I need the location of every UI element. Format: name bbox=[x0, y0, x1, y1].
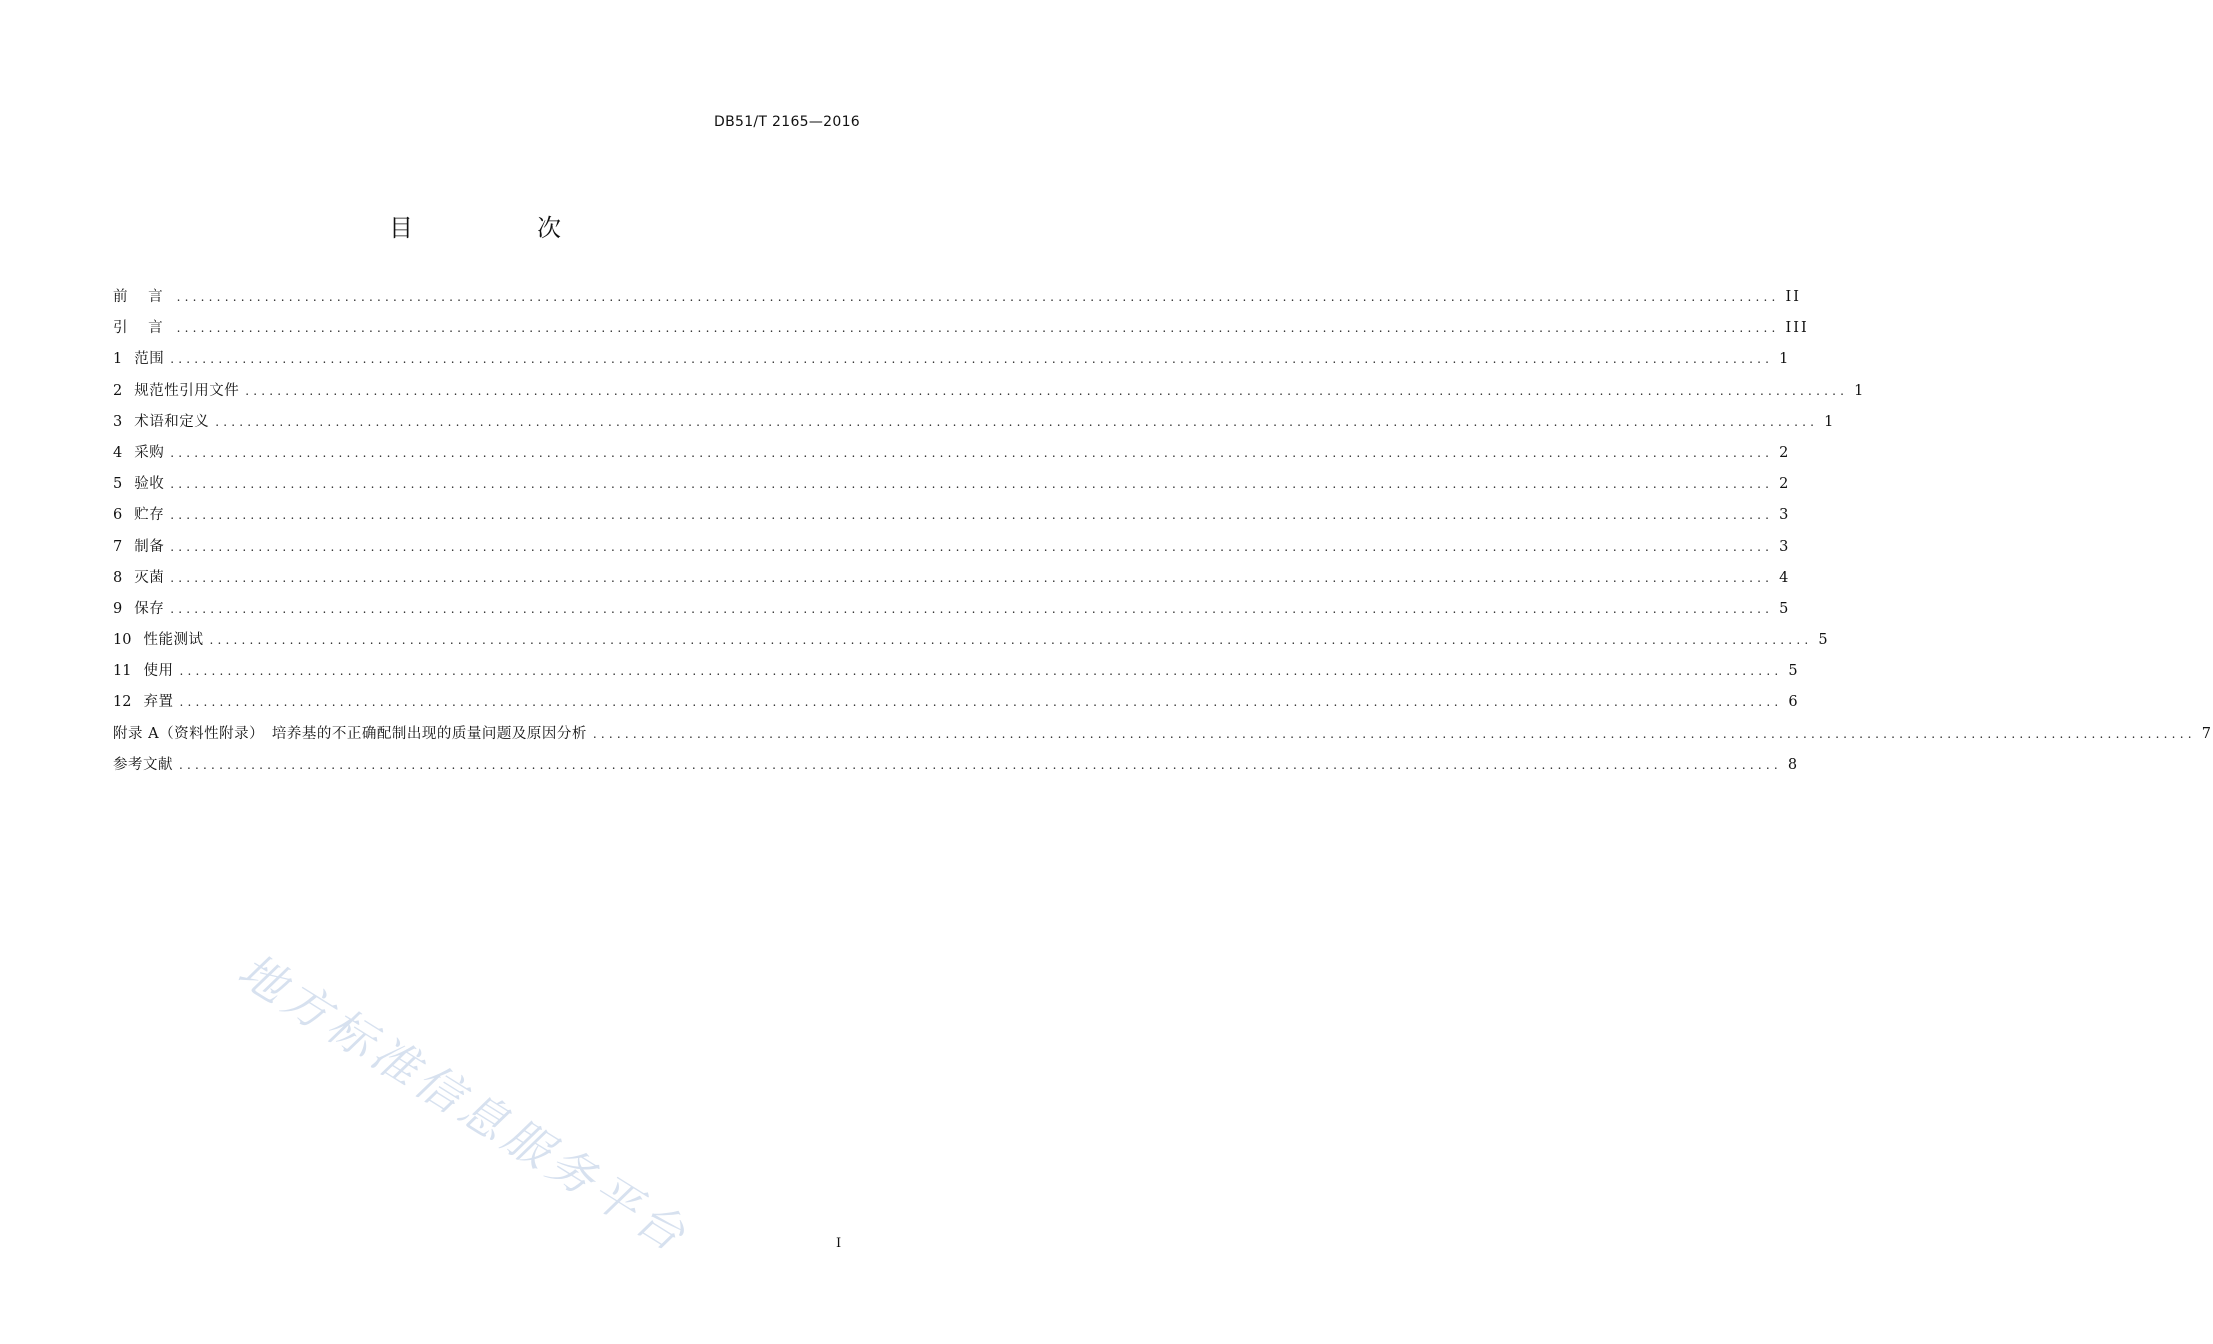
toc-entry[interactable] bbox=[113, 687, 1800, 718]
toc-entry-label: 规范性引用文件 bbox=[134, 382, 240, 399]
table-of-contents bbox=[113, 282, 2213, 781]
toc-entry-label: 附录 A（资料性附录） 培养基的不正确配制出现的质量问题及原因分析 bbox=[113, 725, 587, 742]
toc-entry-number: 11 bbox=[113, 663, 132, 680]
toc-entry-number: 7 bbox=[113, 538, 123, 555]
toc-entry[interactable] bbox=[113, 344, 1791, 375]
toc-entry-page: II bbox=[1785, 289, 1801, 305]
toc-entry-label: 灭菌 bbox=[134, 569, 165, 586]
toc-entry-page: 7 bbox=[2201, 725, 2213, 742]
toc-entry-label: 保存 bbox=[134, 600, 165, 617]
toc-entry-number: 10 bbox=[113, 632, 132, 649]
toc-dot-leader: ........................................................................................................................................................................................................ bbox=[170, 508, 1774, 523]
toc-dot-leader: ........................................................................................................................................................................................................ bbox=[209, 633, 1813, 648]
toc-entry-page: 2 bbox=[1779, 476, 1791, 493]
toc-dot-leader: ........................................................................................................................................................................................................ bbox=[179, 664, 1783, 679]
toc-entry-number: 1 bbox=[113, 351, 123, 368]
toc-entry-number: 6 bbox=[113, 507, 123, 524]
toc-dot-leader: ........................................................................................................................................................................................................ bbox=[176, 290, 1780, 304]
toc-entry-number: 12 bbox=[113, 694, 132, 711]
toc-entry-number: 4 bbox=[113, 444, 123, 461]
toc-entry-label: 采购 bbox=[134, 444, 165, 461]
toc-entry-number: 3 bbox=[113, 413, 123, 430]
toc-entry-number: 9 bbox=[113, 600, 123, 617]
toc-entry-page: 1 bbox=[1824, 413, 1836, 430]
toc-dot-leader: ........................................................................................................................................................................................................ bbox=[176, 321, 1780, 336]
toc-entry-number: 2 bbox=[113, 382, 123, 399]
watermark: 地方标准信息服务平台 bbox=[229, 942, 699, 1264]
toc-entry[interactable] bbox=[113, 594, 1791, 625]
toc-entry-page: 4 bbox=[1779, 569, 1791, 586]
toc-entry-page: 1 bbox=[1779, 351, 1791, 368]
toc-entry-label: 使用 bbox=[143, 663, 174, 680]
toc-entry-label: 前 言 bbox=[113, 289, 171, 305]
toc-dot-leader: ........................................................................................................................................................................................................ bbox=[179, 757, 1782, 772]
toc-entry[interactable] bbox=[113, 313, 1809, 344]
toc-title: 目 次 bbox=[389, 214, 611, 242]
toc-entry-label: 引 言 bbox=[113, 320, 171, 337]
toc-entry-label: 性能测试 bbox=[143, 632, 204, 649]
toc-dot-leader: ........................................................................................................................................................................................................ bbox=[170, 445, 1774, 460]
toc-entry-page: 2 bbox=[1779, 444, 1791, 461]
toc-dot-leader: ........................................................................................................................................................................................................ bbox=[170, 570, 1774, 585]
toc-entry-number: 5 bbox=[113, 476, 123, 493]
toc-dot-leader: ........................................................................................................................................................................................................ bbox=[179, 695, 1783, 710]
toc-entry-page: 5 bbox=[1788, 663, 1800, 680]
toc-entry-page: 5 bbox=[1818, 632, 1830, 649]
toc-entry-page: III bbox=[1785, 320, 1809, 337]
page-number: I bbox=[836, 1236, 842, 1251]
toc-entry[interactable] bbox=[113, 438, 1791, 469]
toc-entry-label: 弃置 bbox=[143, 694, 174, 711]
toc-entry-page: 3 bbox=[1779, 507, 1791, 524]
toc-dot-leader: ........................................................................................................................................................................................................ bbox=[170, 539, 1774, 554]
toc-entry[interactable] bbox=[113, 563, 1791, 594]
toc-dot-leader: ........................................................................................................................................................................................................ bbox=[170, 477, 1774, 492]
toc-entry-label: 术语和定义 bbox=[134, 413, 210, 430]
toc-entry-page: 1 bbox=[1854, 382, 1866, 399]
toc-entry[interactable] bbox=[113, 469, 1791, 500]
toc-entry[interactable] bbox=[113, 376, 1866, 407]
toc-dot-leader: ........................................................................................................................................................................................................ bbox=[215, 414, 1819, 429]
toc-entry[interactable] bbox=[113, 407, 1836, 438]
toc-dot-leader: ........................................................................................................................................................................................................ bbox=[170, 601, 1774, 616]
toc-entry[interactable] bbox=[113, 750, 1800, 781]
toc-entry[interactable] bbox=[113, 625, 1830, 656]
toc-entry-number: 8 bbox=[113, 569, 123, 586]
document-code: DB51/T 2165—2016 bbox=[714, 114, 860, 130]
toc-entry[interactable] bbox=[113, 656, 1800, 687]
toc-entry-page: 3 bbox=[1779, 538, 1791, 555]
toc-entry[interactable] bbox=[113, 500, 1791, 531]
toc-entry-label: 范围 bbox=[134, 351, 165, 368]
toc-entry-label: 贮存 bbox=[134, 507, 165, 524]
toc-entry[interactable] bbox=[113, 532, 1791, 563]
toc-entry-label: 参考文献 bbox=[113, 756, 173, 773]
toc-entry-label: 制备 bbox=[134, 538, 165, 555]
toc-entry-page: 5 bbox=[1779, 600, 1791, 617]
toc-dot-leader: ........................................................................................................................................................................................................ bbox=[170, 352, 1774, 367]
toc-dot-leader: ........................................................................................................................................................................................................ bbox=[592, 726, 2196, 741]
toc-entry[interactable] bbox=[113, 282, 1801, 313]
toc-entry[interactable] bbox=[113, 719, 2213, 750]
toc-entry-label: 验收 bbox=[134, 476, 165, 493]
toc-entry-page: 8 bbox=[1787, 756, 1800, 773]
toc-dot-leader: ........................................................................................................................................................................................................ bbox=[245, 383, 1849, 398]
toc-entry-page: 6 bbox=[1788, 694, 1800, 711]
